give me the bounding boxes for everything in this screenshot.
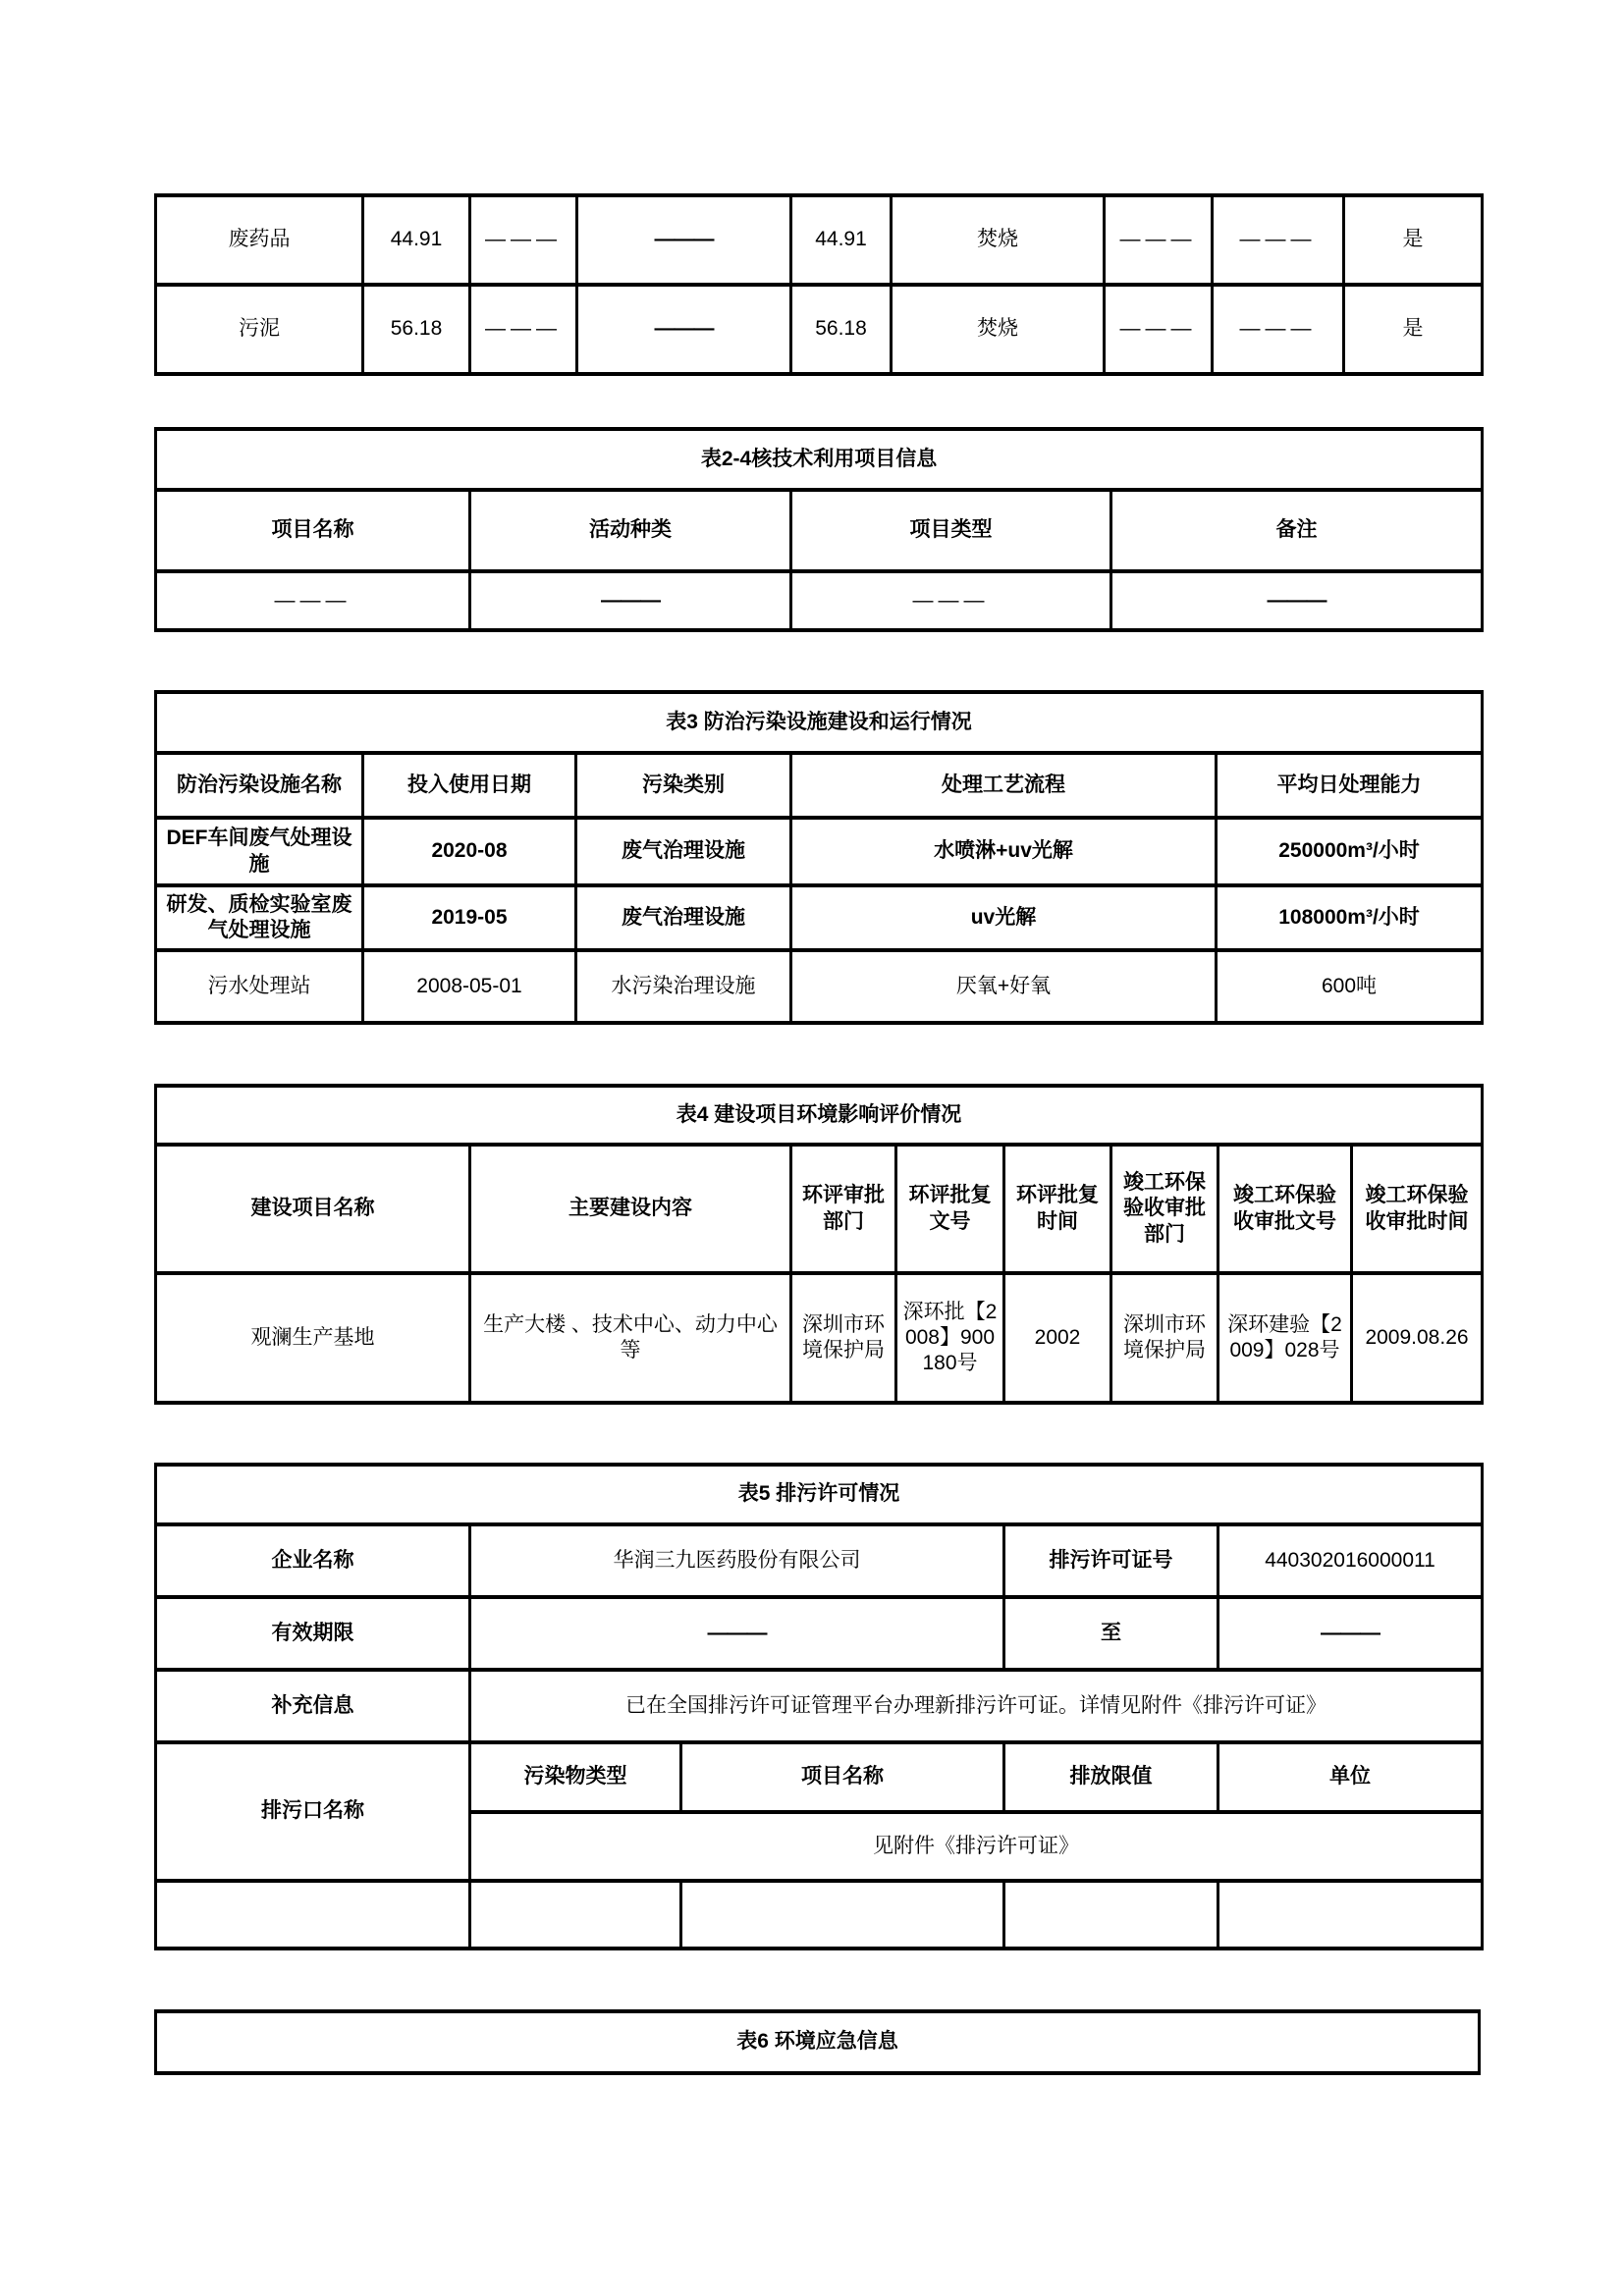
column-header: 环评审批部门 bbox=[791, 1145, 896, 1273]
document-page bbox=[154, 193, 1481, 2075]
table-title-row bbox=[156, 2011, 1480, 2073]
table-title: 表5 排污许可情况 bbox=[156, 1465, 1483, 1524]
validity-from: ——— bbox=[470, 1597, 1004, 1670]
facility-name: 污水处理站 bbox=[156, 950, 363, 1023]
waste-flag: 是 bbox=[1344, 195, 1483, 285]
waste-flag: 是 bbox=[1344, 285, 1483, 374]
project-content: 生产大楼 、技术中心、动力中心等 bbox=[470, 1273, 791, 1403]
waste-placeholder: ——— bbox=[470, 285, 577, 374]
column-header: 备注 bbox=[1111, 490, 1483, 571]
column-header: 竣工环保验收审批文号 bbox=[1218, 1145, 1352, 1273]
facility-name: 研发、质检实验室废气处理设施 bbox=[156, 885, 363, 950]
waste-placeholder: ——— bbox=[1105, 195, 1213, 285]
facility-date: 2019-05 bbox=[363, 885, 576, 950]
empty-cell bbox=[470, 1881, 681, 1949]
waste-placeholder: ——— bbox=[1213, 195, 1344, 285]
table-title-row bbox=[156, 1086, 1483, 1145]
column-header: 单位 bbox=[1218, 1742, 1483, 1812]
table-title-row bbox=[156, 1465, 1483, 1524]
empty-row bbox=[156, 1881, 1483, 1949]
column-header: 环评批复时间 bbox=[1004, 1145, 1111, 1273]
validity-label: 有效期限 bbox=[156, 1597, 470, 1670]
acceptance-department: 深圳市环境保护局 bbox=[1111, 1273, 1218, 1403]
column-header: 排污口名称 bbox=[156, 1742, 470, 1881]
waste-name: 废药品 bbox=[156, 195, 363, 285]
waste-amount: 56.18 bbox=[791, 285, 892, 374]
header-row bbox=[156, 1145, 1483, 1273]
empty-cell bbox=[156, 1881, 470, 1949]
placeholder-cell: ——— bbox=[1111, 571, 1483, 630]
facility-process: uv光解 bbox=[791, 885, 1217, 950]
column-header: 平均日处理能力 bbox=[1217, 753, 1483, 818]
column-header: 环评批复文号 bbox=[896, 1145, 1004, 1273]
validity-to: ——— bbox=[1218, 1597, 1483, 1670]
facility-type: 水污染治理设施 bbox=[576, 950, 791, 1023]
facility-date: 2008-05-01 bbox=[363, 950, 576, 1023]
waste-amount: 44.91 bbox=[363, 195, 470, 285]
waste-placeholder: ——— bbox=[1105, 285, 1213, 374]
waste-name: 污泥 bbox=[156, 285, 363, 374]
permit-no-label: 排污许可证号 bbox=[1004, 1524, 1218, 1597]
header-row bbox=[156, 490, 1483, 571]
supplement-label: 补充信息 bbox=[156, 1670, 470, 1742]
data-row bbox=[156, 571, 1483, 630]
column-header: 活动种类 bbox=[470, 490, 791, 571]
waste-method: 焚烧 bbox=[892, 285, 1105, 374]
column-header: 污染物类型 bbox=[470, 1742, 681, 1812]
column-header: 处理工艺流程 bbox=[791, 753, 1217, 818]
placeholder-cell: ——— bbox=[156, 571, 470, 630]
facility-date: 2020-08 bbox=[363, 818, 576, 885]
eia-date: 2002 bbox=[1004, 1273, 1111, 1403]
attachment-note: 见附件《排污许可证》 bbox=[470, 1812, 1483, 1881]
project-row bbox=[156, 1273, 1483, 1403]
waste-method: 焚烧 bbox=[892, 195, 1105, 285]
empty-cell bbox=[1004, 1881, 1218, 1949]
waste-placeholder: ——— bbox=[577, 195, 791, 285]
waste-row bbox=[156, 285, 1483, 374]
waste-placeholder: ——— bbox=[577, 285, 791, 374]
facility-process: 厌氧+好氧 bbox=[791, 950, 1217, 1023]
facility-type: 废气治理设施 bbox=[576, 818, 791, 885]
placeholder-cell: ——— bbox=[470, 571, 791, 630]
table-title: 表4 建设项目环境影响评价情况 bbox=[156, 1086, 1483, 1145]
project-name: 观澜生产基地 bbox=[156, 1273, 470, 1403]
column-header: 排放限值 bbox=[1004, 1742, 1218, 1812]
column-header: 建设项目名称 bbox=[156, 1145, 470, 1273]
table-title: 表3 防治污染设施建设和运行情况 bbox=[156, 692, 1483, 753]
column-header: 项目类型 bbox=[791, 490, 1111, 571]
column-header: 竣工环保验收审批时间 bbox=[1352, 1145, 1483, 1273]
facility-name: DEF车间废气处理设施 bbox=[156, 818, 363, 885]
validity-row bbox=[156, 1597, 1483, 1670]
company-value: 华润三九医药股份有限公司 bbox=[470, 1524, 1004, 1597]
eia-doc-number: 深环批【2008】900180号 bbox=[896, 1273, 1004, 1403]
column-header: 项目名称 bbox=[681, 1742, 1004, 1812]
emergency-info-table bbox=[154, 2009, 1481, 2075]
eia-table bbox=[154, 1084, 1484, 1405]
waste-amount: 44.91 bbox=[791, 195, 892, 285]
facility-row bbox=[156, 885, 1483, 950]
acceptance-date: 2009.08.26 bbox=[1352, 1273, 1483, 1403]
empty-cell bbox=[1218, 1881, 1483, 1949]
eia-department: 深圳市环境保护局 bbox=[791, 1273, 896, 1403]
column-header: 防治污染设施名称 bbox=[156, 753, 363, 818]
waste-placeholder: ——— bbox=[1213, 285, 1344, 374]
discharge-permit-table bbox=[154, 1463, 1484, 1950]
supplement-row bbox=[156, 1670, 1483, 1742]
column-header: 投入使用日期 bbox=[363, 753, 576, 818]
supplement-value: 已在全国排污许可证管理平台办理新排污许可证。详情见附件《排污许可证》 bbox=[470, 1670, 1483, 1742]
nuclear-tech-table bbox=[154, 427, 1484, 632]
table-title-row bbox=[156, 692, 1483, 753]
facility-row bbox=[156, 950, 1483, 1023]
column-header: 项目名称 bbox=[156, 490, 470, 571]
facility-capacity: 108000m³/小时 bbox=[1217, 885, 1483, 950]
facility-process: 水喷淋+uv光解 bbox=[791, 818, 1217, 885]
column-header: 污染类别 bbox=[576, 753, 791, 818]
facility-row bbox=[156, 818, 1483, 885]
table-title-row bbox=[156, 429, 1483, 490]
facility-capacity: 600吨 bbox=[1217, 950, 1483, 1023]
company-row bbox=[156, 1524, 1483, 1597]
waste-amount: 56.18 bbox=[363, 285, 470, 374]
table-title: 表6 环境应急信息 bbox=[156, 2011, 1480, 2073]
to-label: 至 bbox=[1004, 1597, 1218, 1670]
empty-cell bbox=[681, 1881, 1004, 1949]
table-title: 表2-4核技术利用项目信息 bbox=[156, 429, 1483, 490]
facility-type: 废气治理设施 bbox=[576, 885, 791, 950]
waste-placeholder: ——— bbox=[470, 195, 577, 285]
acceptance-doc-number: 深环建验【2009】028号 bbox=[1218, 1273, 1352, 1403]
waste-row bbox=[156, 195, 1483, 285]
permit-no-value: 440302016000011 bbox=[1218, 1524, 1483, 1597]
placeholder-cell: ——— bbox=[791, 571, 1111, 630]
outlet-header-row bbox=[156, 1742, 1483, 1812]
pollution-control-table bbox=[154, 690, 1484, 1025]
waste-disposal-table bbox=[154, 193, 1484, 376]
column-header: 主要建设内容 bbox=[470, 1145, 791, 1273]
column-header: 竣工环保验收审批部门 bbox=[1111, 1145, 1218, 1273]
header-row bbox=[156, 753, 1483, 818]
company-label: 企业名称 bbox=[156, 1524, 470, 1597]
facility-capacity: 250000m³/小时 bbox=[1217, 818, 1483, 885]
